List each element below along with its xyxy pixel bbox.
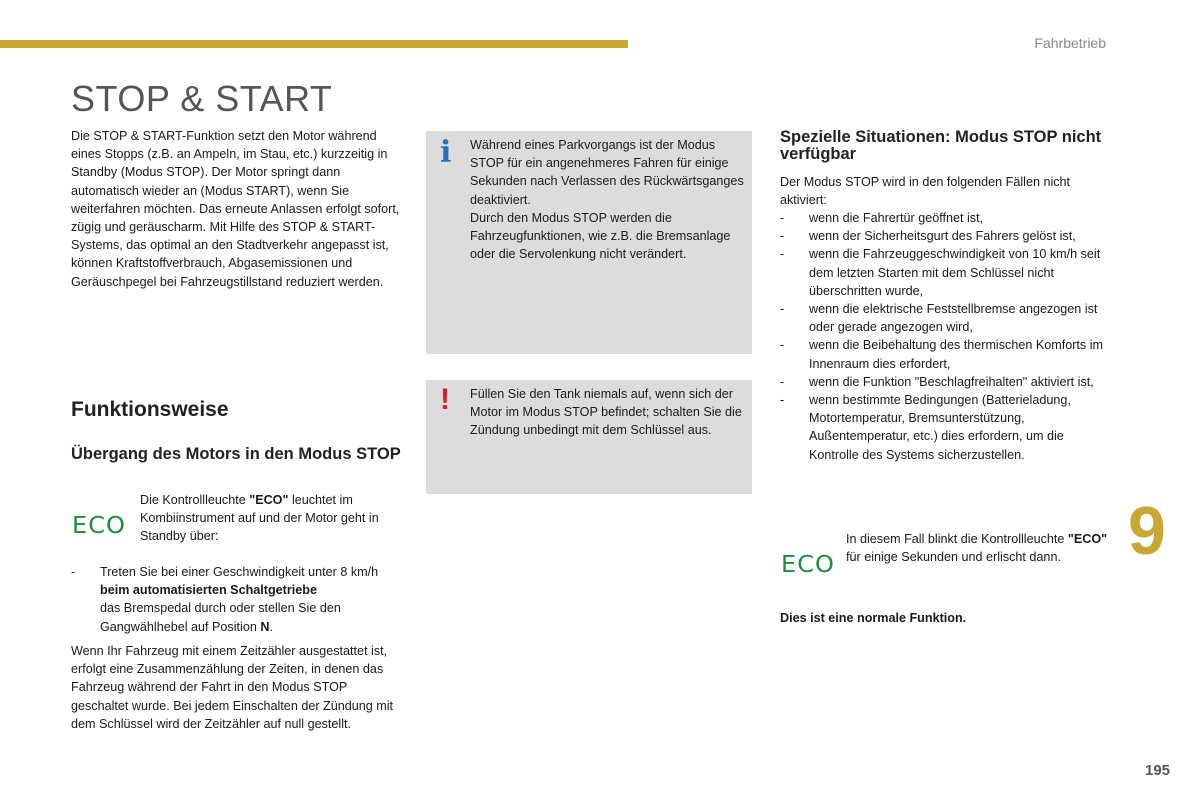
list-item-continuation (71, 563, 401, 636)
list-dash: - (780, 374, 785, 389)
eco-flashing-description (846, 530, 1112, 566)
info-box-text (470, 136, 748, 263)
warning-icon: ! (440, 383, 450, 416)
list-item (780, 227, 1112, 245)
list-item-text: wenn die elektrische Feststellbremse angezogen ist oder gerade angezogen wird, (809, 302, 1098, 335)
info-box (426, 131, 752, 354)
list-item-text: wenn die Fahrzeuggeschwindigkeit von 10 km/h seit dem letzten Starten mit dem Schlüssel nicht überschritten wurde, (809, 247, 1101, 298)
info-icon: i (440, 135, 452, 170)
list-item-text: wenn die Funktion "Beschlagfreihalten" aktiviert ist, (809, 374, 1094, 389)
list-item (780, 336, 1112, 372)
bullet-dash: - (71, 565, 76, 579)
list-item (780, 300, 1112, 336)
chapter-number: 9 (1128, 493, 1166, 569)
special-conditions-list (780, 209, 1112, 464)
list-dash: - (780, 229, 785, 244)
list-dash: - (780, 211, 785, 225)
header-accent-bar (0, 40, 628, 48)
list-item (780, 373, 1112, 391)
eco-indicator-icon-flashing (781, 552, 835, 574)
bullet-text-end: . (269, 619, 273, 634)
list-dash: - (780, 302, 785, 317)
list-item (780, 245, 1112, 300)
info-box-text-2: Durch den Modus STOP werden die Fahrzeugfunktionen, wie z.B. die Bremsanlage oder die Servolenkung nicht verändert. (470, 210, 731, 262)
subsection-heading-stop-mode: Übergang des Motors in den Modus STOP (71, 445, 401, 463)
special-intro: Der Modus STOP wird in den folgenden Fällen nicht aktiviert: (780, 175, 1071, 208)
page-number: 195 (1145, 762, 1171, 779)
eco-text-start: Die Kontrollleuchte (140, 493, 250, 507)
list-dash: - (780, 338, 785, 353)
list-item-text: wenn der Sicherheitsgurt des Fahrers gelöst ist, (809, 229, 1076, 244)
time-counter-paragraph: Wenn Ihr Fahrzeug mit einem Zeitzähler ausgestattet ist, erfolgt eine Zusammenzählung der Zeiten, in denen das Fahrzeug während der Fahrt in den Modus STOP geschaltet wurde. Bei jedem Einschalten der Zündung mit dem Schlüssel wird der Zeitzähler auf null gestellt. (71, 644, 394, 731)
eco-indicator-icon (72, 513, 126, 535)
list-item-text: wenn bestimmte Bedingungen (Batterieladung, Motortemperatur, Bremsunterstützung, Außentemperatur, etc.) dies erfordern, um die Kontrolle des Systems sicherzustellen. (809, 393, 1071, 462)
eco-text-end: leuchtet im Kombiinstrument auf und der Motor geht in Standby über: (140, 493, 379, 544)
section-name: Fahrbetrieb (1034, 35, 1106, 51)
bullet-bold-n: N (260, 619, 270, 634)
page-title: STOP & START (71, 78, 333, 119)
bullet-continuation (71, 599, 401, 635)
eco-indicator-description (140, 491, 402, 546)
section-heading-funktionsweise: Funktionsweise (71, 398, 229, 421)
warning-box-text: Füllen Sie den Tank niemals auf, wenn sich der Motor im Modus STOP befindet; schalten Sie die Zündung unbedingt mit dem Schlüssel aus. (470, 387, 742, 438)
list-dash: - (780, 247, 785, 262)
list-item-text: wenn die Beibehaltung des thermischen Komforts im Innenraum dies erfordert, (809, 338, 1104, 371)
eco-text-start: In diesem Fall blinkt die Kontrollleuchte (846, 532, 1068, 546)
list-dash: - (780, 393, 785, 408)
list-item (780, 391, 1112, 464)
eco-icon-label: ECO (781, 552, 835, 574)
intro-paragraph: Die STOP & START-Funktion setzt den Motor während eines Stopps (z.B. an Ampeln, im Stau, etc.) kurzzeitig in Standby (Modus STOP). Der Motor springt dann automatisch wieder an (Modus START), wenn Sie weiterfahren möchten. Das erneute Anlassen erfolgt sofort, zügig und geräuscharm. Mit Hilfe des STOP & START-Systems, das optimal an den Stadtverkehr angepasst ist, können Kraftstoffverbrauch, Abgasemissionen und Geräuschpegel bei Fahrzeugstillstand reduziert werden. (71, 129, 400, 289)
list-item (780, 209, 1112, 227)
bullet-text-start: Treten Sie bei einer Geschwindigkeit unter 8 km/h (100, 565, 379, 579)
bullet-text-mid: das Bremspedal durch oder stellen Sie den Gangwählhebel auf Position (100, 601, 341, 634)
normal-function-note: Dies ist eine normale Funktion. (780, 611, 967, 625)
eco-text-end: für einige Sekunden und erlischt dann. (846, 550, 1061, 565)
eco-text-bold: "ECO" (1067, 532, 1108, 546)
info-box-text-1: Während eines Parkvorgangs ist der Modus STOP für ein angenehmeres Fahren für einige Sekunden nach Verlassen des Rückwärtsganges deaktiviert. (470, 138, 744, 207)
subsection-heading-special-situations: Spezielle Situationen: Modus STOP nicht verfügbar (780, 128, 1102, 163)
eco-icon-label: ECO (72, 513, 126, 535)
bullet-bold-gearbox: beim automatisierten Schaltgetriebe (100, 583, 317, 598)
list-item-text: wenn die Fahrertür geöffnet ist, (809, 211, 984, 225)
eco-text-bold: "ECO" (249, 493, 289, 507)
warning-box (426, 380, 752, 494)
